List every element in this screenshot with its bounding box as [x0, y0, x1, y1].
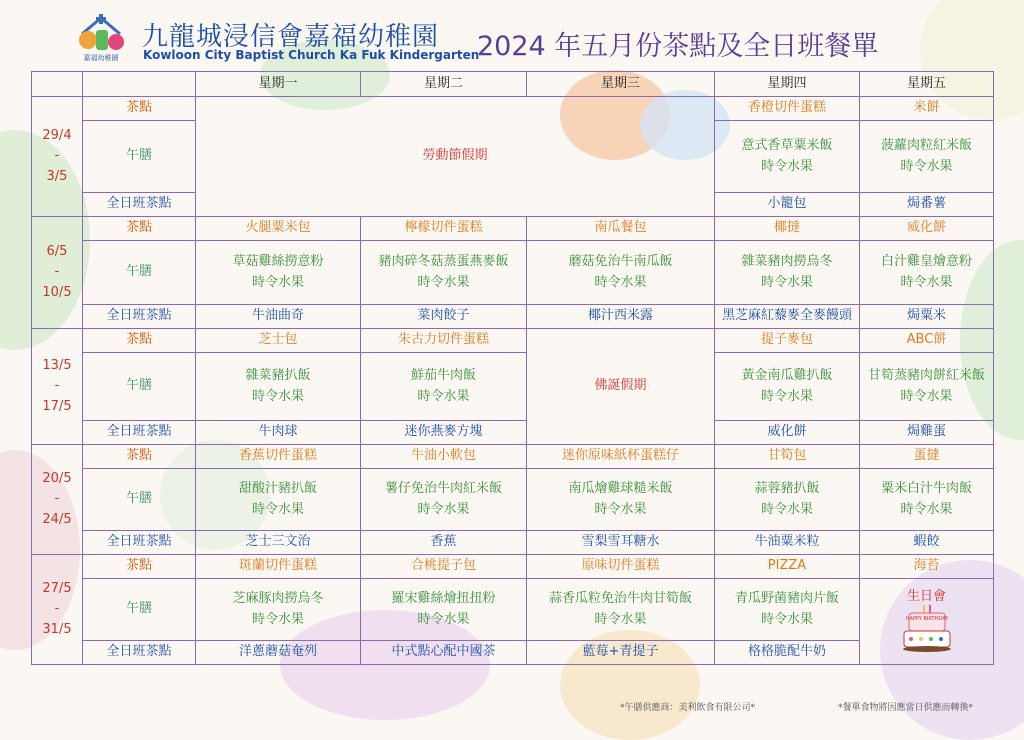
week-date: 29/4 - 3/5 [32, 97, 83, 217]
row-label-lunch: 午膳 [83, 579, 196, 641]
column-header: 星期五 [860, 72, 994, 97]
holiday-cell: 佛誕假期 [527, 329, 715, 445]
tea-item: 椰撻 [715, 217, 860, 241]
header [0, 0, 1024, 70]
fullday-item: 雪梨雪耳糖水 [527, 531, 715, 555]
fullday-item: 牛肉球 [196, 421, 361, 445]
tea-item: 迷你原味紙杯蛋糕仔 [527, 445, 715, 469]
tea-item: 香橙切件蛋糕 [715, 97, 860, 121]
tea-item: 檸檬切件蛋糕 [361, 217, 527, 241]
lunch-item: 豬肉碎冬菇蒸蛋燕麥飯 時令水果 [361, 241, 527, 305]
school-name-en: Kowloon City Baptist Church Ka Fuk Kindergarten [143, 48, 480, 62]
week-date: 27/5 - 31/5 [32, 555, 83, 665]
menu-table [31, 71, 994, 665]
tea-item: 火腿粟米包 [196, 217, 361, 241]
column-header: 星期四 [715, 72, 860, 97]
row-label-tea: 茶點 [83, 555, 196, 579]
week-date: 13/5 - 17/5 [32, 329, 83, 445]
row-label-fullday: 全日班茶點 [83, 641, 196, 665]
tea-item: 牛油小軟包 [361, 445, 527, 469]
fullday-item: 焗雞蛋 [860, 421, 994, 445]
header-row [32, 72, 994, 97]
birthday-label: 生日會 [906, 588, 946, 604]
fullday-item: 牛油曲奇 [196, 305, 361, 329]
fullday-item: 香蕉 [361, 531, 527, 555]
tea-item: ABC餅 [860, 329, 994, 353]
row-label-lunch: 午膳 [83, 241, 196, 305]
week5-tea-row [32, 555, 994, 579]
tea-item: 南瓜餐包 [527, 217, 715, 241]
week3-tea-row [32, 329, 994, 353]
tea-item: 甘筍包 [715, 445, 860, 469]
lunch-item: 雜菜豬肉撈烏冬 時令水果 [715, 241, 860, 305]
week3-fullday-row [32, 421, 994, 445]
school-name-cn: 九龍城浸信會嘉福幼稚園 [142, 22, 440, 52]
tea-item: 朱古力切件蛋糕 [361, 329, 527, 353]
tea-item: 香蕉切件蛋糕 [196, 445, 361, 469]
fullday-item: 焗番薯 [860, 193, 994, 217]
school-logo [72, 12, 130, 62]
column-header: 星期二 [361, 72, 527, 97]
lunch-item: 粟米白汁牛肉飯 時令水果 [860, 469, 994, 531]
week4-fullday-row [32, 531, 994, 555]
fullday-item: 牛油粟米粒 [715, 531, 860, 555]
tea-item: 原味切件蛋糕 [527, 555, 715, 579]
cake-text: HAPPY BIRTHDAY [905, 616, 948, 623]
week2-tea-row [32, 217, 994, 241]
lunch-item: 南瓜燴雞球糙米飯 時令水果 [527, 469, 715, 531]
lunch-item: 蘑菇免治牛南瓜飯 時令水果 [527, 241, 715, 305]
logo-text: 嘉福幼稚園 [83, 54, 119, 62]
lunch-item: 蒜香瓜粒免治牛肉甘筍飯 時令水果 [527, 579, 715, 641]
menu-change-note: *餐單食物將因應當日供應而轉換* [838, 703, 974, 713]
lunch-item: 黃金南瓜雞扒飯 時令水果 [715, 353, 860, 421]
lunch-item: 鮮茄牛肉飯 時令水果 [361, 353, 527, 421]
week2-lunch-row [32, 241, 994, 305]
corner-cell [83, 72, 196, 97]
page-title: 2024 年五月份茶點及全日班餐單 [477, 31, 879, 62]
fullday-item: 菜肉餃子 [361, 305, 527, 329]
column-header: 星期三 [527, 72, 715, 97]
week5-fullday-row [32, 641, 994, 665]
lunch-item: 甜酸汁豬扒飯 時令水果 [196, 469, 361, 531]
lunch-item: 意式香草粟米飯 時令水果 [715, 121, 860, 193]
tea-item: 海苔 [860, 555, 994, 579]
row-label-fullday: 全日班茶點 [83, 421, 196, 445]
week4-tea-row [32, 445, 994, 469]
lunch-item: 白汁雞皇燴意粉 時令水果 [860, 241, 994, 305]
tea-item: 斑蘭切件蛋糕 [196, 555, 361, 579]
lunch-item: 草菇雞絲撈意粉 時令水果 [196, 241, 361, 305]
tea-item: 米餅 [860, 97, 994, 121]
lunch-item: 雜菜豬扒飯 時令水果 [196, 353, 361, 421]
row-label-tea: 茶點 [83, 445, 196, 469]
fullday-item: 迷你燕麥方塊 [361, 421, 527, 445]
fullday-item: 椰汁西米露 [527, 305, 715, 329]
row-label-fullday: 全日班茶點 [83, 531, 196, 555]
week1-tea-row [32, 97, 994, 121]
week-date: 6/5 - 10/5 [32, 217, 83, 329]
birthday-cell [860, 579, 994, 665]
row-label-tea: 茶點 [83, 329, 196, 353]
tea-item: 威化餅 [860, 217, 994, 241]
lunch-item: 青瓜野菌豬肉片飯 時令水果 [715, 579, 860, 641]
row-label-lunch: 午膳 [83, 353, 196, 421]
fullday-item: 蝦餃 [860, 531, 994, 555]
lunch-item: 甘筍蒸豬肉餅紅米飯 時令水果 [860, 353, 994, 421]
tea-item: 提子麥包 [715, 329, 860, 353]
supplier-note: *午膳供應商：美利飲食有限公司* [620, 703, 756, 713]
fullday-item: 小籠包 [715, 193, 860, 217]
birthday-cake-icon [901, 604, 953, 654]
fullday-item: 中式點心配中國茶 [361, 641, 527, 665]
lunch-item: 羅宋雞絲燴扭扭粉 時令水果 [361, 579, 527, 641]
week4-lunch-row [32, 469, 994, 531]
week-date: 20/5 - 24/5 [32, 445, 83, 555]
tea-item: 合桃提子包 [361, 555, 527, 579]
lunch-item: 芝麻豚肉撈烏冬 時令水果 [196, 579, 361, 641]
row-label-tea: 茶點 [83, 97, 196, 121]
lunch-item: 蒜蓉豬扒飯 時令水果 [715, 469, 860, 531]
fullday-item: 芝士三文治 [196, 531, 361, 555]
corner-cell [32, 72, 83, 97]
row-label-fullday: 全日班茶點 [83, 193, 196, 217]
fullday-item: 威化餅 [715, 421, 860, 445]
lunch-item: 薯仔免治牛肉紅米飯 時令水果 [361, 469, 527, 531]
fullday-item: 焗粟米 [860, 305, 994, 329]
week2-fullday-row [32, 305, 994, 329]
column-header: 星期一 [196, 72, 361, 97]
fullday-item: 格格脆配牛奶 [715, 641, 860, 665]
row-label-fullday: 全日班茶點 [83, 305, 196, 329]
tea-item: PIZZA [715, 555, 860, 579]
row-label-lunch: 午膳 [83, 121, 196, 193]
week5-lunch-row [32, 579, 994, 641]
holiday-cell: 勞動節假期 [196, 97, 715, 217]
fullday-item: 洋蔥蘑菇奄列 [196, 641, 361, 665]
tea-item: 蛋撻 [860, 445, 994, 469]
tea-item: 芝士包 [196, 329, 361, 353]
row-label-tea: 茶點 [83, 217, 196, 241]
row-label-lunch: 午膳 [83, 469, 196, 531]
fullday-item: 藍莓+青提子 [527, 641, 715, 665]
fullday-item: 黑芝麻紅藜麥全麥饅頭 [715, 305, 860, 329]
week3-lunch-row [32, 353, 994, 421]
lunch-item: 菠蘿肉粒紅米飯 時令水果 [860, 121, 994, 193]
